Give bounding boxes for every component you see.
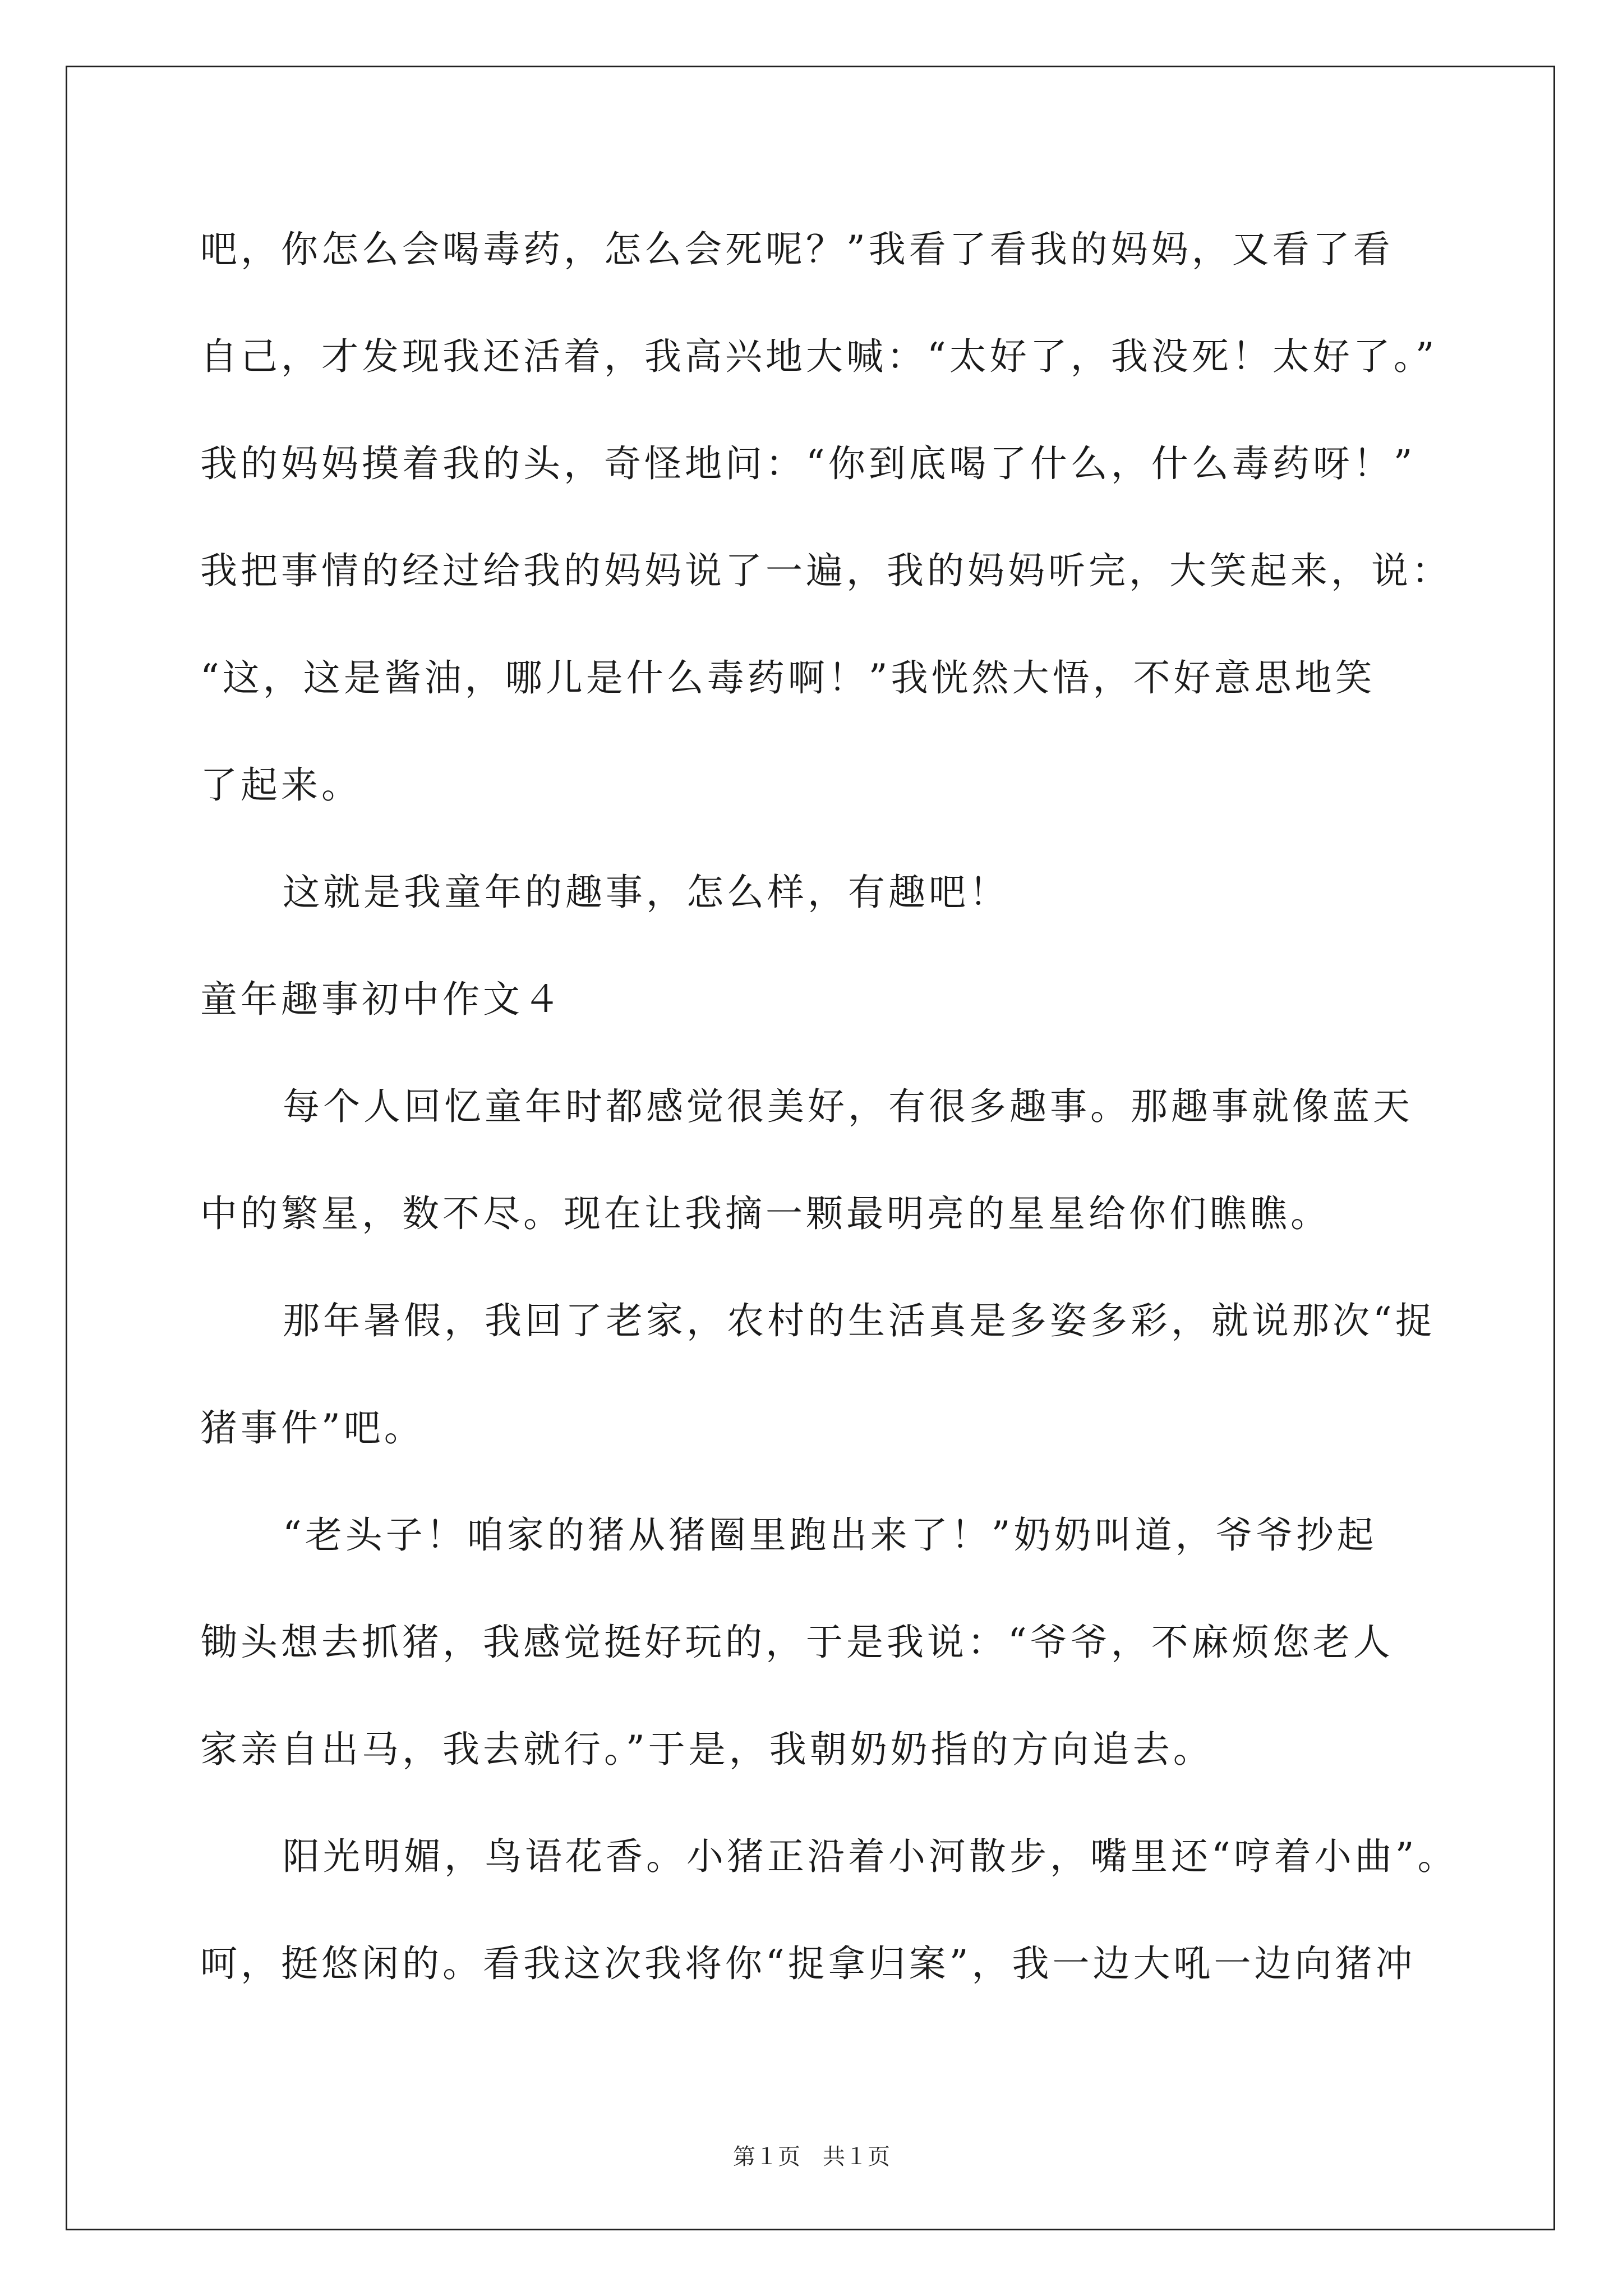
text-line: “这，这是酱油，哪儿是什么毒药啊！”我恍然大悟，不好意思地笑 [200, 656, 1376, 700]
text-line: 呵，挺悠闲的。看我这次我将你“捉拿归案”，我一边大吼一边向猪冲 [200, 1942, 1416, 1985]
text-line: 自己，才发现我还活着，我高兴地大喊：“太好了，我没死！太好了。” [200, 335, 1438, 378]
text-line: 锄头想去抓猪，我感觉挺好玩的，于是我说：“爷爷，不麻烦您老人 [200, 1621, 1394, 1664]
page-border [66, 66, 1555, 2230]
text-line: 阳光明媚，鸟语花香。小猪正沿着小河散步，嘴里还“哼着小曲”。 [283, 1835, 1458, 1878]
text-line: 这就是我童年的趣事，怎么样，有趣吧！ [283, 871, 1009, 914]
text-line: 家亲自出马，我去就行。”于是，我朝奶奶指的方向追去。 [200, 1728, 1214, 1771]
text-line: 吧，你怎么会喝毒药，怎么会死呢？”我看了看我的妈妈，又看了看 [200, 228, 1394, 271]
text-line: 了起来。 [200, 763, 362, 807]
text-line: 每个人回忆童年时都感觉很美好，有很多趣事。那趣事就像蓝天 [283, 1085, 1413, 1128]
text-line: 中的繁星，数不尽。现在让我摘一颗最明亮的星星给你们瞧瞧。 [200, 1192, 1331, 1235]
section-heading: 童年趣事初中作文４ [200, 978, 564, 1021]
text-line: 猪事件”吧。 [200, 1406, 425, 1450]
text-line: 那年暑假，我回了老家，农村的生活真是多姿多彩，就说那次“捉 [283, 1299, 1436, 1342]
page-number-footer: 第１页 共１页 [733, 2144, 890, 2170]
text-line: 我的妈妈摸着我的头，奇怪地问：“你到底喝了什么，什么毒药呀！” [200, 442, 1416, 485]
text-line: “老头子！咱家的猪从猪圈里跑出来了！”奶奶叫道，爷爷抄起 [283, 1513, 1377, 1557]
text-line: 我把事情的经过给我的妈妈说了一遍，我的妈妈听完，大笑起来，说： [200, 549, 1452, 592]
